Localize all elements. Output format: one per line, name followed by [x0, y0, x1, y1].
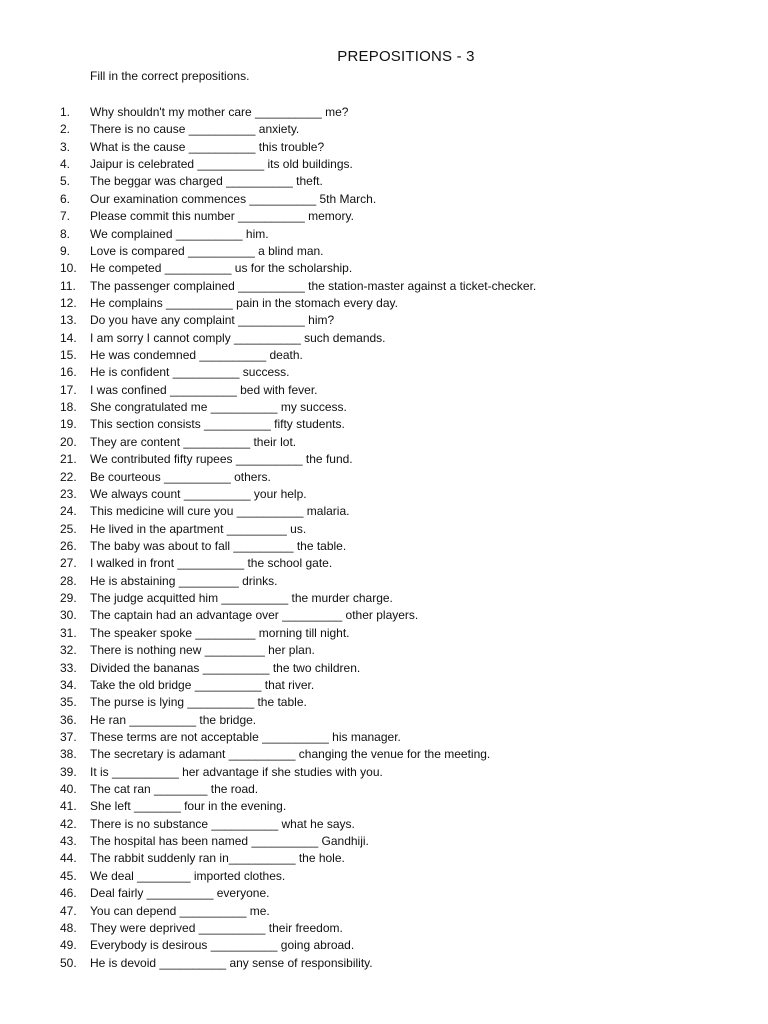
question-number: 11. — [60, 278, 76, 293]
question-number: 10. — [60, 261, 77, 276]
question-text: We deal ________ imported clothes. — [90, 868, 286, 883]
question-text: The secretary is adamant __________ changing the venue for the meeting. — [90, 747, 491, 762]
question-text: The passenger complained __________ the station-master against a ticket-checker. — [90, 278, 537, 293]
question-text: These terms are not acceptable __________ his manager. — [90, 729, 401, 744]
question-text: The purse is lying __________ the table. — [90, 695, 307, 710]
question-text: You can depend __________ me. — [90, 903, 270, 918]
question-text: The captain had an advantage over _________ other players. — [90, 608, 419, 623]
question-item — [60, 607, 536, 624]
question-number: 49. — [60, 938, 77, 953]
question-item — [60, 521, 536, 538]
question-item — [60, 469, 536, 486]
question-text: He ran __________ the bridge. — [90, 712, 257, 727]
question-text: She congratulated me __________ my success. — [90, 400, 347, 415]
question-number: 41. — [60, 799, 77, 814]
question-number: 6. — [60, 191, 71, 206]
question-item — [60, 955, 536, 972]
question-number: 19. — [60, 417, 77, 432]
page-title: PREPOSITIONS - 3 — [337, 48, 475, 65]
question-item — [60, 642, 536, 659]
question-text: Divided the bananas __________ the two children. — [90, 660, 361, 675]
question-number: 26. — [60, 538, 77, 553]
question-number: 33. — [60, 660, 77, 675]
question-number: 4. — [60, 157, 71, 172]
question-item — [60, 503, 536, 520]
question-item — [60, 312, 536, 329]
question-item — [60, 903, 536, 920]
question-item — [60, 694, 536, 711]
question-number: 7. — [60, 209, 71, 224]
question-text: The rabbit suddenly ran in__________ the hole. — [90, 851, 345, 866]
question-text: Be courteous __________ others. — [90, 469, 271, 484]
question-text: I was confined __________ bed with fever. — [90, 382, 318, 397]
question-text: They are content __________ their lot. — [90, 434, 297, 449]
question-number: 3. — [60, 139, 71, 154]
question-item — [60, 729, 536, 746]
question-item — [60, 416, 536, 433]
question-item — [60, 677, 536, 694]
question-text: This medicine will cure you __________ malaria. — [90, 504, 350, 519]
question-text: He is devoid __________ any sense of responsibility. — [90, 955, 373, 970]
question-item — [60, 451, 536, 468]
question-item — [60, 625, 536, 642]
question-item — [60, 850, 536, 867]
question-text: She left _______ four in the evening. — [90, 799, 287, 814]
question-number: 34. — [60, 677, 77, 692]
question-text: The beggar was charged __________ theft. — [90, 174, 323, 189]
question-item — [60, 260, 536, 277]
question-item — [60, 816, 536, 833]
question-number: 17. — [60, 382, 77, 397]
question-text: He is abstaining _________ drinks. — [90, 573, 278, 588]
question-item — [60, 191, 536, 208]
question-number: 39. — [60, 764, 77, 779]
question-item — [60, 746, 536, 763]
question-list — [60, 104, 536, 972]
question-item — [60, 347, 536, 364]
question-item — [60, 173, 536, 190]
question-number: 43. — [60, 834, 77, 849]
question-item — [60, 104, 536, 121]
question-text: The judge acquitted him __________ the murder charge. — [90, 591, 393, 606]
question-text: There is no substance __________ what he says. — [90, 816, 355, 831]
question-text: He lived in the apartment _________ us. — [90, 521, 307, 536]
question-text: There is nothing new _________ her plan. — [90, 643, 315, 658]
question-item — [60, 573, 536, 590]
question-text: Please commit this number __________ memory. — [90, 209, 354, 224]
question-text: Do you have any complaint __________ him? — [90, 313, 335, 328]
question-item — [60, 920, 536, 937]
question-text: They were deprived __________ their freedom. — [90, 920, 343, 935]
question-item — [60, 121, 536, 138]
question-number: 22. — [60, 469, 77, 484]
question-number: 45. — [60, 868, 77, 883]
question-number: 47. — [60, 903, 77, 918]
question-number: 24. — [60, 504, 77, 519]
question-item — [60, 868, 536, 885]
question-number: 31. — [60, 625, 77, 640]
question-item — [60, 660, 536, 677]
question-text: We complained __________ him. — [90, 226, 269, 241]
question-text: We contributed fifty rupees __________ the fund. — [90, 452, 353, 467]
question-text: He was condemned __________ death. — [90, 348, 303, 363]
question-number: 9. — [60, 243, 71, 258]
question-number: 37. — [60, 729, 77, 744]
question-text: Everybody is desirous __________ going abroad. — [90, 938, 355, 953]
question-number: 44. — [60, 851, 77, 866]
question-number: 21. — [60, 452, 77, 467]
question-item — [60, 937, 536, 954]
question-item — [60, 885, 536, 902]
question-number: 2. — [60, 122, 71, 137]
question-item — [60, 590, 536, 607]
instruction-text: Fill in the correct prepositions. — [90, 69, 250, 83]
question-text: What is the cause __________ this trouble? — [90, 139, 325, 154]
question-number: 40. — [60, 782, 77, 797]
question-text: We always count __________ your help. — [90, 486, 307, 501]
question-number: 42. — [60, 816, 77, 831]
question-number: 13. — [60, 313, 77, 328]
question-number: 12. — [60, 295, 77, 310]
question-text: He complains __________ pain in the stomach every day. — [90, 295, 398, 310]
question-text: The baby was about to fall _________ the table. — [90, 538, 347, 553]
question-text: Why shouldn't my mother care __________ me? — [90, 105, 349, 119]
question-text: I am sorry I cannot comply __________ such demands. — [90, 330, 386, 345]
question-item — [60, 833, 536, 850]
question-number: 18. — [60, 400, 77, 415]
question-number: 50. — [60, 955, 77, 970]
question-text: It is __________ her advantage if she studies with you. — [90, 764, 383, 779]
question-number: 29. — [60, 591, 77, 606]
question-text: Jaipur is celebrated __________ its old buildings. — [90, 157, 353, 172]
question-number: 20. — [60, 434, 77, 449]
question-item — [60, 382, 536, 399]
question-item — [60, 330, 536, 347]
question-text: The hospital has been named __________ Gandhiji. — [90, 834, 369, 849]
question-item — [60, 434, 536, 451]
question-item — [60, 364, 536, 381]
question-number: 27. — [60, 556, 77, 571]
question-number: 30. — [60, 608, 77, 623]
question-text: The speaker spoke _________ morning till night. — [90, 625, 350, 640]
question-item — [60, 243, 536, 260]
question-text: Take the old bridge __________ that river. — [90, 677, 315, 692]
question-number: 36. — [60, 712, 77, 727]
question-text: Love is compared __________ a blind man. — [90, 243, 324, 258]
question-item — [60, 208, 536, 225]
question-number: 28. — [60, 573, 77, 588]
question-item — [60, 295, 536, 312]
question-item — [60, 712, 536, 729]
question-number: 1. — [60, 105, 71, 119]
question-item — [60, 399, 536, 416]
question-number: 48. — [60, 920, 77, 935]
question-number: 8. — [60, 226, 71, 241]
question-number: 25. — [60, 521, 77, 536]
question-item — [60, 156, 536, 173]
question-number: 32. — [60, 643, 77, 658]
question-item — [60, 538, 536, 555]
question-number: 35. — [60, 695, 77, 710]
question-item — [60, 555, 536, 572]
question-number: 16. — [60, 365, 77, 380]
question-number: 38. — [60, 747, 77, 762]
question-text: This section consists __________ fifty students. — [90, 417, 345, 432]
question-number: 46. — [60, 886, 77, 901]
question-item — [60, 798, 536, 815]
question-text: The cat ran ________ the road. — [90, 782, 259, 797]
question-number: 23. — [60, 486, 77, 501]
question-text: Our examination commences __________ 5th March. — [90, 191, 377, 206]
question-text: Deal fairly __________ everyone. — [90, 886, 270, 901]
question-item — [60, 139, 536, 156]
question-text: There is no cause __________ anxiety. — [90, 122, 300, 137]
question-text: I walked in front __________ the school gate. — [90, 556, 333, 571]
question-number: 5. — [60, 174, 71, 189]
question-item — [60, 764, 536, 781]
question-text: He competed __________ us for the scholarship. — [90, 261, 353, 276]
question-item — [60, 226, 536, 243]
question-item — [60, 486, 536, 503]
question-number: 15. — [60, 348, 77, 363]
question-number: 14. — [60, 330, 77, 345]
question-item — [60, 278, 536, 295]
question-item — [60, 781, 536, 798]
question-text: He is confident __________ success. — [90, 365, 290, 380]
